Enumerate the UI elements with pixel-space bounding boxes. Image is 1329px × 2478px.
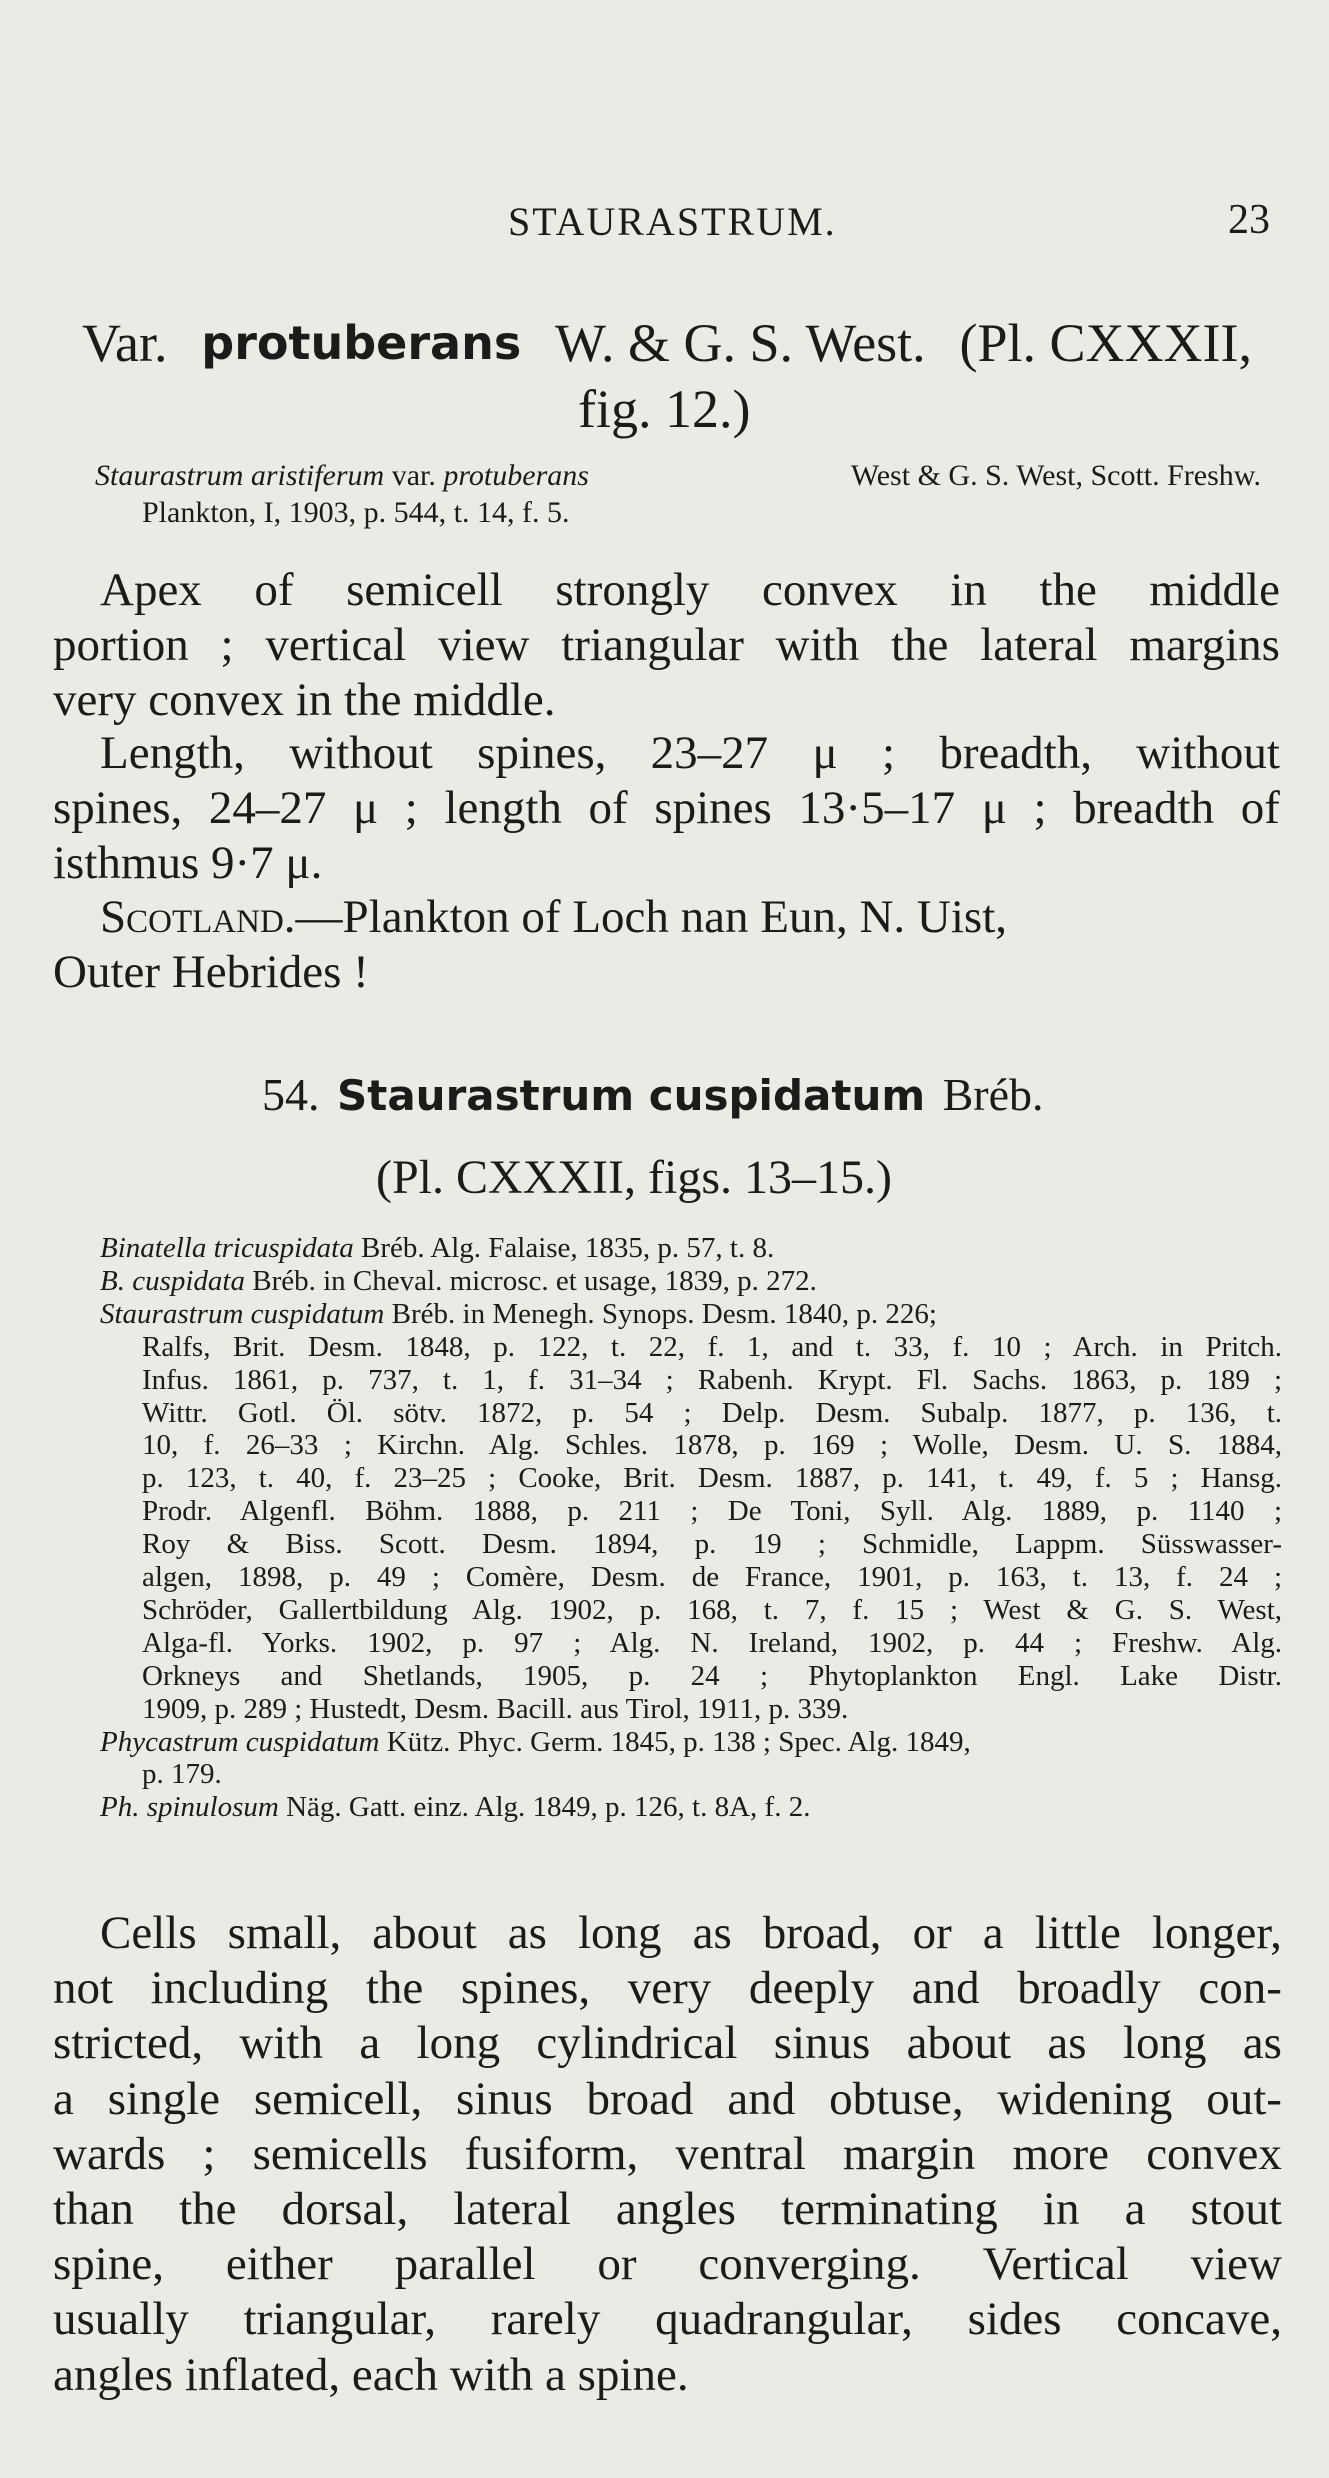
synonymy-line [142,1660,1282,1693]
synonym-citation: Kütz. Phyc. Germ. 1845, p. 138 ; Spec. Alg. 1849, [379,1725,971,1758]
word: 24–27 [208,782,327,834]
word: triangular [561,619,744,671]
variety-description-line [53,618,1280,672]
word: portion [53,619,189,671]
word: semicell [346,564,503,616]
synonym-citation: Prodr. Algenfl. Böhm. 1888, p. 211 ; De Toni, Syll. Alg. 1889, p. 1140 ; [142,1495,1282,1528]
word: spine, [53,2238,164,2291]
synonym-citation: Schröder, Gallertbildung Alg. 1902, p. 168, t. 7, f. 15 ; West & G. S. West, [142,1593,1282,1626]
word: of [588,782,628,834]
species-description-line [53,2016,1282,2070]
word: the [365,1962,424,2015]
word: quadrangular, [655,2293,913,2346]
synonym-citation: Wittr. Gotl. Öl. sötv. 1872, p. 54 ; Delp. Desm. Subalp. 1877, p. 136, t. [142,1396,1282,1429]
word: concave, [1116,2293,1282,2346]
synonym-citation: Bréb. in Menegh. Synops. Desm. 1840, p. 226; [384,1297,937,1330]
word: without [289,727,433,779]
word: converging. [698,2238,921,2291]
word: a [1124,2183,1146,2235]
word: and [727,2072,796,2125]
synonymy-line [142,1594,1282,1627]
word: stout [1190,2183,1282,2235]
word: sides [967,2293,1062,2346]
word: as [1242,2017,1282,2070]
word: and [911,1962,980,2015]
variety-author: W. & G. S. West. [554,313,926,373]
species-description-line [53,2072,1282,2126]
word: in [950,564,987,616]
synonymy-line [142,1693,848,1726]
variety-heading [82,312,1252,374]
synonymy-line [142,1495,1282,1528]
word: rarely [490,2293,601,2346]
word: broadly [1017,1962,1161,2015]
synonym-name-italic: Staurastrum cuspidatum [100,1297,385,1330]
synonym-citation: Infus. 1861, p. 737, t. 1, f. 31–34 ; Rabenh. Krypt. Fl. Sachs. 1863, p. 189 ; [142,1363,1282,1396]
word: wards [53,2127,166,2180]
synonymy-line [142,1331,1282,1364]
synonym-citation: p. 123, t. 40, f. 23–25 ; Cooke, Brit. Desm. 1887, p. 141, t. 49, f. 5 ; Hansg. [142,1462,1282,1495]
word: margin [843,2127,976,2180]
word: single [107,2072,220,2125]
word: spines, [460,1962,591,2015]
word: strongly [555,564,710,616]
species-description-line [53,1961,1282,2015]
word: broad [586,2072,694,2125]
word: μ [352,782,379,834]
variety-locality-line2: Outer Hebrides ! [53,946,369,998]
synonym-name-italic: Binatella tricuspidata [100,1232,354,1264]
word: ventral [675,2127,806,2180]
synonym-var: var. [384,459,444,492]
word: in [1042,2183,1080,2235]
species-description-line [53,2182,1282,2236]
word: dorsal, [281,2183,409,2235]
synonym-name-italic: B. cuspidata [100,1264,245,1297]
locality-country: Scotland. [100,891,296,943]
variety-dimensions-line [53,781,1280,835]
word: ; [1033,782,1047,834]
synonymy-line [142,1627,1282,1660]
species-number: 54. [262,1069,320,1120]
word: ; [881,727,896,779]
word: ; [202,2127,216,2180]
word: long [416,2017,501,2070]
word: length [444,782,562,834]
synonymy-line [142,1758,222,1791]
synonymy-line [100,1726,971,1759]
word: small, [227,1907,342,1959]
variety-description-line [100,563,1280,617]
word: stricted, [53,2017,204,2070]
synonymy-line [142,1462,1282,1495]
word: deeply [748,1962,875,2015]
synonymy-line [100,1791,810,1824]
synonym-citation: West & G. S. West, Scott. Freshw. [850,459,1261,492]
word: sinus [456,2072,553,2125]
synonym-citation: Ralfs, Brit. Desm. 1848, p. 122, t. 22, f. 1, and t. 33, f. 10 ; Arch. in Pritch. [142,1330,1282,1363]
variety-prefix: Var. [82,313,168,373]
word: more [1012,2127,1110,2180]
word: margins [1129,619,1280,671]
synonymy-line [142,1397,1282,1430]
word: 13·5–17 [798,782,956,834]
word: usually [53,2293,189,2346]
word: view [438,619,530,671]
synonym-citation: algen, 1898, p. 49 ; Comère, Desm. de France, 1901, p. 163, t. 13, f. 24 ; [142,1561,1282,1593]
synonymy-line [100,1265,817,1298]
word: widening [997,2072,1173,2125]
variety-synonym-line2: Plankton, I, 1903, p. 544, t. 14, f. 5. [142,496,570,529]
word: very [627,1962,712,2015]
word: middle [1149,564,1280,616]
variety-synonym-line1 [95,459,1261,492]
synonym-citation: Näg. Gatt. einz. Alg. 1849, p. 126, t. 8A, f. 2. [278,1791,811,1824]
word: parallel [394,2238,536,2291]
word: the [179,2183,237,2235]
synonymy-line [100,1298,937,1331]
synonym-citation: p. 179. [142,1758,222,1791]
word: with [239,2017,323,2070]
word: or [912,1907,952,1959]
species-author: Bréb. [942,1069,1044,1120]
species-heading [262,1068,1044,1121]
synonym-citation: 10, f. 26–33 ; Kirchn. Alg. Schles. 1878, p. 169 ; Wolle, Desm. U. S. 1884, [142,1429,1282,1462]
word: angles [615,2183,736,2235]
word: without [1136,727,1280,779]
word: fusiform, [464,2127,639,2180]
word: longer, [1151,1907,1282,1959]
word: con- [1198,1962,1282,2015]
word: not [53,1962,114,2015]
page-number: 23 [1228,197,1270,243]
word: spines, [53,782,183,834]
word: lateral [453,2183,571,2235]
synonym-citation: Alga-fl. Yorks. 1902, p. 97 ; Alg. N. Ireland, 1902, p. 44 ; Freshw. Alg. [142,1626,1282,1659]
variety-dimensions-line: isthmus 9·7 μ. [53,837,323,889]
word: about [906,2017,1012,2070]
word: lateral [980,619,1098,671]
synonym-citation: 1909, p. 289 ; Hustedt, Desm. Bacill. aus Tirol, 1911, p. 339. [142,1692,849,1725]
variety-name: protuberans [201,316,522,370]
synonymy-line [142,1364,1282,1397]
word: μ [812,727,838,779]
word: long [577,1907,662,1959]
word: spines [654,782,772,834]
word: semicells [252,2127,428,2180]
word: a [359,2017,381,2070]
species-plate-ref: (Pl. CXXXII, figs. 13–15.) [376,1151,892,1204]
word: sinus [773,2017,871,2070]
word: convex [761,564,898,616]
word: Cells [100,1907,197,1959]
species-description-line: angles inflated, each with a spine. [53,2348,689,2401]
word: little [1034,1907,1121,1959]
word: terminating [781,2183,998,2235]
word: of [1240,782,1280,834]
word: obtuse, [829,2072,964,2125]
word: Apex [100,564,202,616]
word: vertical [265,619,407,671]
word: either [225,2238,333,2291]
word: than [53,2183,134,2235]
word: ; [220,619,234,671]
word: semicell, [253,2072,423,2125]
word: a [53,2072,74,2125]
species-name: Staurastrum cuspidatum [337,1071,926,1120]
word: as [692,1907,732,1959]
word: out- [1206,2072,1282,2125]
word: spines, [477,727,607,779]
word: view [1190,2238,1282,2291]
variety-plate-ref: (Pl. CXXXII, [959,313,1252,373]
species-description-line [100,1906,1282,1960]
synonymy-line [142,1561,1282,1594]
synonym-var-italic: protuberans [443,459,589,492]
word: with [775,619,860,671]
synonym-citation: Bréb. in Cheval. microsc. et usage, 1839, p. 272. [245,1264,817,1297]
variety-plate-fig: fig. 12.) [578,379,751,439]
synonymy-line [142,1528,1282,1561]
variety-description-line: very convex in the middle. [53,674,556,726]
variety-dimensions-line [100,726,1280,780]
synonym-citation: Roy & Biss. Scott. Desm. 1894, p. 19 ; Schmidle, Lappm. Süsswasser- [142,1528,1282,1561]
word: triangular, [243,2293,437,2346]
variety-locality-line1 [100,890,1280,944]
species-description-line [53,2127,1282,2181]
locality-text: —Plankton of Loch nan Eun, N. Uist, [295,891,1007,943]
word: Vertical [982,2238,1129,2291]
word: as [507,1907,547,1959]
species-description-line [53,2292,1282,2346]
synonym-name-italic: Phycastrum cuspidatum [100,1725,380,1758]
synonym-citation: Bréb. Alg. Falaise, 1835, p. 57, t. 8. [353,1232,775,1264]
synonym-genus-italic: Staurastrum aristiferum [95,459,385,492]
word: about [372,1907,477,1959]
running-head: STAURASTRUM. [508,199,837,244]
synonym-name-italic: Ph. spinulosum [100,1791,279,1824]
word: long [1122,2017,1207,2070]
word: the [1039,564,1097,616]
word: including [150,1962,329,2015]
word: ; [404,782,418,834]
word: of [254,564,294,616]
word: μ [981,782,1007,834]
synonym-citation: Orkneys and Shetlands, 1905, p. 24 ; Phytoplankton Engl. Lake Distr. [142,1659,1282,1692]
word: a [982,1907,1004,1959]
word: breadth [1073,782,1215,834]
word: 23–27 [650,727,769,779]
synonymy-line [100,1232,774,1265]
word: as [1047,2017,1087,2070]
word: the [891,619,949,671]
word: convex [1146,2127,1282,2180]
word: cylindrical [536,2017,738,2070]
word: breadth, [939,727,1092,779]
word: or [597,2238,637,2291]
species-description-line [53,2237,1282,2291]
word: broad, [762,1907,882,1959]
word: Length, [100,727,245,779]
synonymy-line [142,1429,1282,1462]
